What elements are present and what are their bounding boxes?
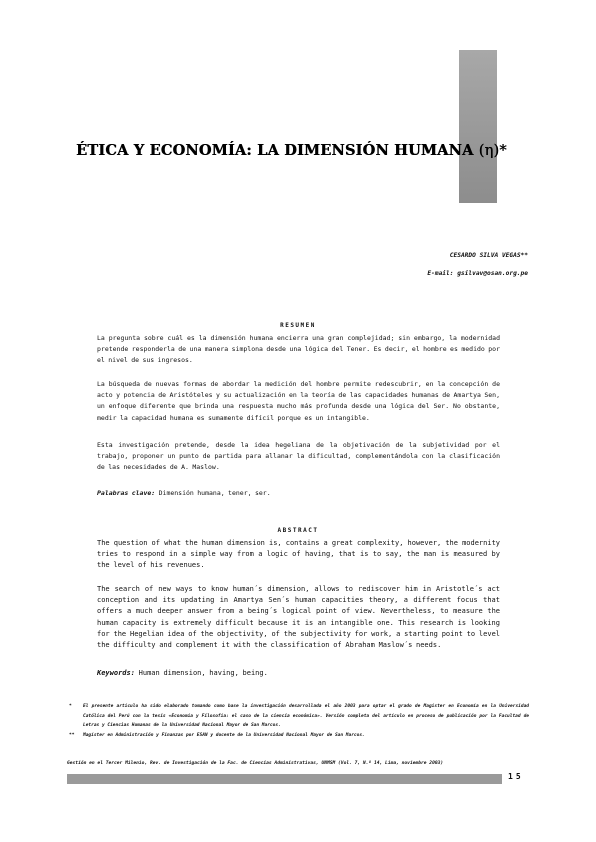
author-email: E-mail: gsilvav@osan.org.pe: [427, 270, 528, 277]
header-decoration-bar: [459, 50, 497, 203]
article-title: [76, 142, 546, 159]
page-number: 15: [508, 772, 524, 781]
footnote-1-text: El presente artículo ha sido elaborado tomando como base la investigación desarrollada el año 2003 para optar el grado de Magíster en Economía en la Universidad Católica del Perú con la tesis «Economía y Filosofía: el caso de la ciencia económica». Versión completa del artículo en proceso de publicación por la Facultad de Letras y Ciencias Humanas de la Universidad Nacional Mayor de San Marcos.: [83, 704, 529, 729]
footnotes: [69, 702, 529, 741]
footnote-1-symbol: *: [69, 704, 72, 709]
resumen-keywords-label: Palabras clave:: [97, 489, 156, 497]
abstract-paragraph-1: The question of what the human dimension is, contains a great complexity, however, the modernity tries to respond in a simple way from a logic of having, that is to say, the man is measured by the level of his revenues.: [97, 539, 500, 570]
resumen-keywords-text: Dimensión humana, tener, ser.: [155, 489, 271, 497]
footnote-2-text: Magíster en Administración y Finanzas por ESAN y docente de la Universidad Nacional Mayor de San Marcos.: [83, 733, 365, 739]
title-footnote-mark: (η)*: [478, 143, 507, 159]
resumen-keywords: [97, 488, 500, 499]
journal-citation: Gestión en el Tercer Milenio, Rev. de Investigación de la Fac. de Ciencias Administrativas, UNMSM (Vol. 7, N.º 14, Lima, noviembre 2003): [67, 761, 444, 766]
resumen-paragraph-1: La pregunta sobre cuál es la dimensión humana encierra una gran complejidad; sin embargo, la modernidad pretende responderla de una manera simplona desde una lógica del Tener. Es decir, el hombre es medido por el nivel de sus ingresos.: [97, 334, 500, 365]
resumen-paragraph-3: Esta investigación pretende, desde la idea hegeliana de la objetivación de la subjetividad por el trabajo, proponer un punto de partida para allanar la dificultad, complementándola con la clasificación de las necesidades de A. Maslow.: [97, 441, 500, 472]
resumen-heading: RESUMEN: [280, 322, 316, 329]
abstract-heading: ABSTRACT: [277, 527, 319, 534]
title-text: ÉTICA Y ECONOMÍA: LA DIMENSIÓN HUMANA: [76, 142, 474, 159]
footnote-1: [69, 702, 529, 731]
abstract-keywords: [97, 668, 500, 679]
abstract-keywords-text: Human dimension, having, being.: [134, 669, 268, 677]
abstract-keywords-label: Keywords:: [97, 669, 135, 677]
abstract-paragraph-2: The search of new ways to know human´s dimension, allows to rediscover him in Aristotle´s act conception and its updating in Amartya Sen´s human capacities theory, a different focus that offers a much deeper answer from a being´s logical point of view. Nevertheless, to measure the human capacity is extremely difficult because it is an intangible one. This research is looking for the Hegelian idea of the objectivity, of the subjectivity for work, a starting point to level the difficulty and complement it with the classification of Abraham Maslow´s needs.: [97, 585, 500, 650]
footnote-2: [69, 731, 529, 741]
resumen-paragraph-2: La búsqueda de nuevas formas de abordar la medición del hombre permite redescubrir, en la concepción de acto y potencia de Aristóteles y su actualización en la teoría de las capacidades humanas de Amartya Sen, un enfoque diferente que brinda una respuesta mucho más profunda desde una lógica del Ser. No obstante, medir la capacidad humana es sumamente difícil porque es un intangible.: [97, 380, 500, 422]
footnote-2-symbol: **: [69, 733, 75, 739]
author-name: CESARDO SILVA VEGAS**: [449, 252, 528, 259]
footer-gray-band: [67, 774, 502, 784]
